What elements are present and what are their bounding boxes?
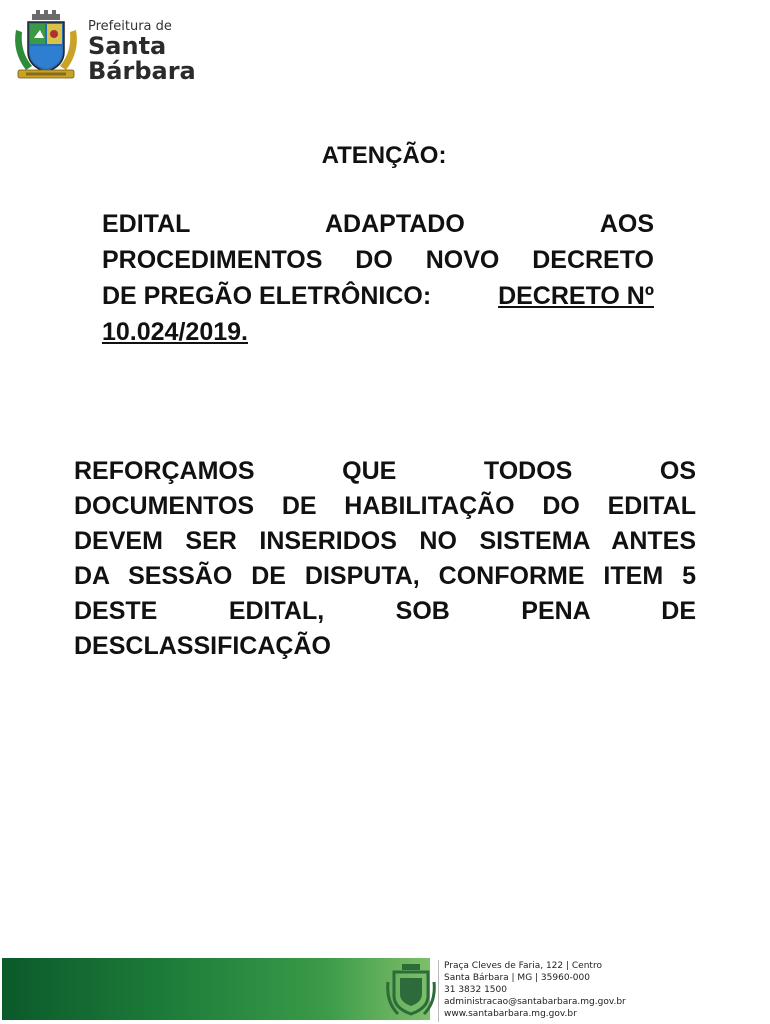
footer-crest-icon	[386, 962, 436, 1018]
brand-wordmark	[88, 20, 196, 83]
page-title: ATENÇÃO:	[321, 142, 447, 169]
footer-address-line-1: Praça Cleves de Faria, 122 | Centro	[444, 961, 602, 971]
municipal-crest-icon	[10, 8, 82, 80]
footer-contact-info	[444, 960, 644, 1020]
brand-small-text: Prefeitura de	[88, 19, 172, 34]
page-footer	[0, 956, 770, 1024]
documents-notice-line-2: DOCUMENTOS DE HABILITAÇÃO DO EDITAL	[74, 492, 696, 520]
documents-notice-line-4: DA SESSÃO DE DISPUTA, CONFORME ITEM 5	[74, 562, 696, 590]
decree-number: 10.024/2019.	[102, 318, 248, 346]
documents-notice-line-5: DESTE EDITAL, SOB PENA DE	[74, 597, 696, 625]
footer-address-line-2: Santa Bárbara | MG | 35960-000	[444, 973, 590, 983]
decree-reference: DECRETO Nº	[498, 282, 654, 310]
decree-notice-line-4	[102, 314, 654, 350]
footer-green-bar	[2, 958, 430, 1020]
footer-phone: 31 3832 1500	[444, 985, 507, 995]
footer-website: www.santabarbara.mg.gov.br	[444, 1009, 577, 1019]
documents-notice	[74, 454, 696, 664]
decree-notice	[102, 206, 654, 350]
documents-notice-line-6: DESCLASSIFICAÇÃO	[74, 632, 331, 660]
decree-notice-line-1: EDITAL ADAPTADO AOS	[102, 210, 654, 238]
decree-notice-line-2: PROCEDIMENTOS DO NOVO DECRETO	[102, 246, 654, 274]
documents-notice-line-1: REFORÇAMOS QUE TODOS OS	[74, 457, 697, 485]
footer-email: administracao@santabarbara.mg.gov.br	[444, 997, 626, 1007]
brand-name-line2: Bárbara	[88, 57, 196, 85]
footer-divider	[438, 960, 439, 1022]
brand-name-line1: Santa	[88, 32, 167, 60]
decree-notice-line-3: DE PREGÃO ELETRÔNICO: DECRETO Nº	[102, 278, 654, 314]
documents-notice-line-3: DEVEM SER INSERIDOS NO SISTEMA ANTES	[74, 527, 696, 555]
header-logo	[6, 8, 196, 85]
